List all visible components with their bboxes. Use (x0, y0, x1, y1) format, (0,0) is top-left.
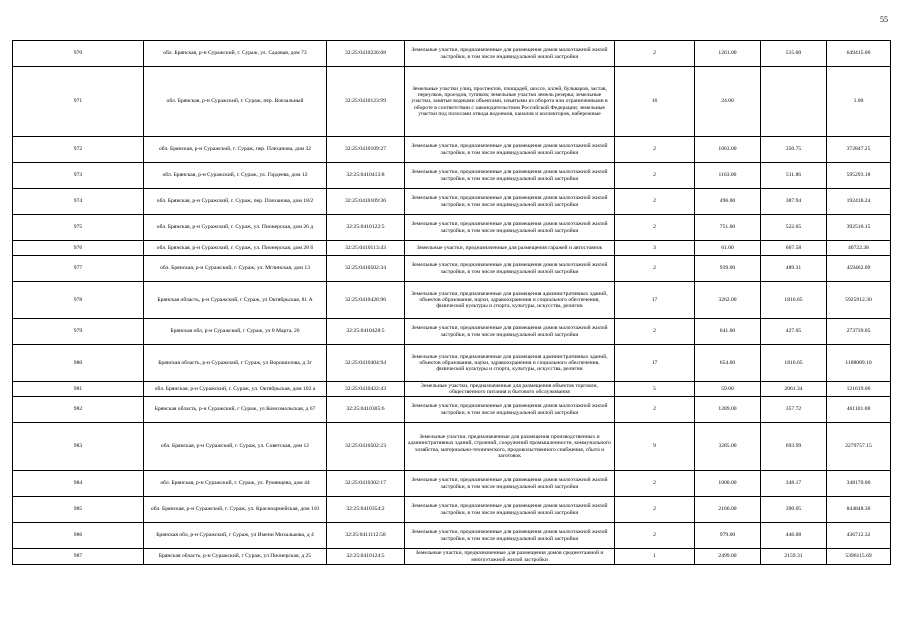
specific-value-cell: 387.94 (761, 189, 827, 215)
specific-value-cell: 511.86 (761, 163, 827, 189)
use-group-cell: 9 (615, 423, 695, 471)
cadastral-number-cell: 32:25:0410124:5 (327, 549, 405, 565)
table-row (13, 189, 891, 215)
cadastral-number-cell: 32:25:0410226:68 (327, 41, 405, 67)
area-cell: 1063.00 (695, 137, 761, 163)
use-group-cell: 2 (615, 137, 695, 163)
row-number: 980 (13, 345, 144, 382)
specific-value-cell: 427.05 (761, 319, 827, 345)
use-group-cell: 2 (615, 189, 695, 215)
area-cell: 2499.00 (695, 549, 761, 565)
cadastral-value-cell: 844848.30 (827, 497, 891, 523)
use-group-cell: 2 (615, 41, 695, 67)
land-use-cell: Земельные участки, предназначенные для размещения домов малоэтажной жилой застройки, в том числе индивидуальной жилой застройки (405, 256, 615, 282)
table-row (13, 41, 891, 67)
use-group-cell: 2 (615, 497, 695, 523)
row-number: 987 (13, 549, 144, 565)
cadastral-value-cell: 40722.38 (827, 241, 891, 256)
row-number: 972 (13, 137, 144, 163)
land-use-cell: Земельные участки, предназначенные для размещения административных зданий, объектов образования, науки, здравоохранения и социального обеспечения, физической культуры и спорта, культуры, искусства, религии (405, 282, 615, 319)
row-number: 983 (13, 423, 144, 471)
address-cell: обл. Брянская, р-н Суражский, г. Сураж, ул. Садовая, дом 73 (144, 41, 327, 67)
page-number: 55 (880, 15, 888, 24)
land-plots-table (12, 40, 891, 565)
land-use-cell: Земельные участки, предназначенные для размещения домов малоэтажной жилой застройки, в том числе индивидуальной жилой застройки (405, 523, 615, 549)
table-row (13, 215, 891, 241)
address-cell: обл. Брянская, р-н Суражский, г. Сураж, ул. Мглинская, дом 13 (144, 256, 327, 282)
cadastral-value-cell: 348170.00 (827, 471, 891, 497)
use-group-cell: 2 (615, 523, 695, 549)
use-group-cell: 2 (615, 163, 695, 189)
specific-value-cell: 348.17 (761, 471, 827, 497)
specific-value-cell: 390.05 (761, 497, 827, 523)
cadastral-number-cell: 32:25:0410113:43 (327, 241, 405, 256)
land-use-cell: Земельные участки, предназначенные для размещения домов среднеэтажной и многоэтажной жилой застройки (405, 549, 615, 565)
specific-value-cell: 350.75 (761, 137, 827, 163)
area-cell: 751.00 (695, 215, 761, 241)
row-number: 985 (13, 497, 144, 523)
cadastral-value-cell: 192418.24 (827, 189, 891, 215)
use-group-cell: 2 (615, 397, 695, 423)
cadastral-value-cell: 372847.25 (827, 137, 891, 163)
land-use-cell: Земельные участки улиц, проспектов, площадей, шоссе, аллей, бульваров, застав, переулков, проездов, тупиков; земельные участки земель резерва; земельные участки, занятые водными объектами, изъятыми из оборота или ограниченными в обороте в соответствии с законодательством Российской Федерации; земельные участки под полосами отвода водоемов, каналов и коллекторов, набережные (405, 67, 615, 137)
row-number: 973 (13, 163, 144, 189)
table-row (13, 319, 891, 345)
cadastral-value-cell: 121619.06 (827, 382, 891, 397)
row-number: 977 (13, 256, 144, 282)
table-row (13, 163, 891, 189)
table-row (13, 345, 891, 382)
table-row (13, 137, 891, 163)
area-cell: 1261.00 (695, 41, 761, 67)
land-use-cell: Земельные участки, предназначенные для размещения домов малоэтажной жилой застройки, в том числе индивидуальной жилой застройки (405, 189, 615, 215)
use-group-cell: 3 (615, 241, 695, 256)
row-number: 981 (13, 382, 144, 397)
cadastral-number-cell: 32:25:0410428:5 (327, 319, 405, 345)
area-cell: 3262.00 (695, 282, 761, 319)
specific-value-cell: 667.58 (761, 241, 827, 256)
address-cell: обл. Брянская, р-н Суражский, г. Сураж, ул. Пионерская, дом 28 б (144, 241, 327, 256)
area-cell: 1163.00 (695, 163, 761, 189)
table-row (13, 471, 891, 497)
address-cell: Брянская область, р-н Суражский, г Сураж, ул Октябрьская, 81 А (144, 282, 327, 319)
address-cell: Брянская область, р-н Суражский, г Сураж, ул Ворошилова, д 3г (144, 345, 327, 382)
address-cell: Брянская область, р-н Суражский, г Сураж, ул Пионерская, д 25 (144, 549, 327, 565)
area-cell: 61.00 (695, 241, 761, 256)
table-row (13, 382, 891, 397)
area-cell: 496.00 (695, 189, 761, 215)
land-use-cell: Земельные участки, предназначенные для размещения административных зданий, объектов образования, науки, здравоохранения и социального обеспечения, физической культуры и спорта, культуры, искусства, религии (405, 345, 615, 382)
row-number: 984 (13, 471, 144, 497)
area-cell: 1000.00 (695, 471, 761, 497)
land-use-cell: Земельные участки, предназначенные для размещения домов малоэтажной жилой застройки, в том числе индивидуальной жилой застройки (405, 215, 615, 241)
cadastral-value-cell: 5925912.30 (827, 282, 891, 319)
use-group-cell: 5 (615, 382, 695, 397)
specific-value-cell: 522.65 (761, 215, 827, 241)
cadastral-number-cell: 32:25:0410354:2 (327, 497, 405, 523)
land-use-cell: Земельные участки, предназначенные для размещения домов малоэтажной жилой застройки, в том числе индивидуальной жилой застройки (405, 41, 615, 67)
cadastral-number-cell: 32:25:0410109:27 (327, 137, 405, 163)
address-cell: обл. Брянская, р-н Суражский, г. Сураж, пер. Плеханова, дом 18/2 (144, 189, 327, 215)
cadastral-value-cell: 461101.08 (827, 397, 891, 423)
cadastral-value-cell: 595293.18 (827, 163, 891, 189)
area-cell: 3285.00 (695, 423, 761, 471)
land-use-cell: Земельные участки, предназначенные для размещения домов малоэтажной жилой застройки, в том числе индивидуальной жилой застройки (405, 137, 615, 163)
row-number: 970 (13, 41, 144, 67)
land-use-cell: Земельные участки, предназначенные для размещения производственных и административных зданий, строений, сооружений промышленности, коммунального хозяйства, материально-технического, продовольственного снабжения, сбыта и заготовок (405, 423, 615, 471)
cadastral-number-cell: 32:25:0410422:43 (327, 382, 405, 397)
address-cell: обл. Брянская, р-н Суражский, г. Сураж, ул. Пионерская, дом 26 д (144, 215, 327, 241)
address-cell: Брянская область, р-н Суражский, г Сураж, ул Комсомольская, д 67 (144, 397, 327, 423)
row-number: 975 (13, 215, 144, 241)
cadastral-value-cell: 1.00 (827, 67, 891, 137)
table-row (13, 397, 891, 423)
address-cell: обл. Брянская, р-н Суражский, г. Сураж, ул. Советская, дом 12 (144, 423, 327, 471)
specific-value-cell: 515.00 (761, 41, 827, 67)
table-row (13, 523, 891, 549)
area-cell: 641.00 (695, 319, 761, 345)
specific-value-cell: 1816.65 (761, 282, 827, 319)
table-row (13, 497, 891, 523)
cadastral-number-cell: 32:25:0410426:96 (327, 282, 405, 319)
address-cell: обл. Брянская, р-н Суражский, г. Сураж, ул. Румянцева, дом 44 (144, 471, 327, 497)
specific-value-cell: 2159.31 (761, 549, 827, 565)
land-use-cell: Земельные участки, предназначенные для размещения домов малоэтажной жилой застройки, в том числе индивидуальной жилой застройки (405, 497, 615, 523)
table-body (13, 41, 891, 565)
row-number: 979 (13, 319, 144, 345)
cadastral-value-cell: 436712.32 (827, 523, 891, 549)
use-group-cell: 2 (615, 256, 695, 282)
area-cell: 939.00 (695, 256, 761, 282)
cadastral-value-cell: 1188089.10 (827, 345, 891, 382)
land-use-cell: Земельные участки, предназначенные для размещения гаражей и автостоянок (405, 241, 615, 256)
address-cell: обл. Брянская, р-н Суражский, г. Сураж, ул. Октябрьская, дом 102 а (144, 382, 327, 397)
cadastral-number-cell: 32:25:0410404:94 (327, 345, 405, 382)
row-number: 974 (13, 189, 144, 215)
cadastral-number-cell: 32:25:0410502:23 (327, 423, 405, 471)
row-number: 978 (13, 282, 144, 319)
specific-value-cell: 2061.34 (761, 382, 827, 397)
cadastral-number-cell: 32:25:0411112:58 (327, 523, 405, 549)
use-group-cell: 2 (615, 471, 695, 497)
table-row (13, 423, 891, 471)
area-cell: 1289.00 (695, 397, 761, 423)
cadastral-number-cell: 32:25:0410109:36 (327, 189, 405, 215)
area-cell: 979.00 (695, 523, 761, 549)
cadastral-number-cell: 32:25:0410302:17 (327, 471, 405, 497)
table-row (13, 549, 891, 565)
specific-value-cell: 693.99 (761, 423, 827, 471)
cadastral-number-cell: 32:25:0410502:34 (327, 256, 405, 282)
land-use-cell: Земельные участки, предназначенные для размещения объектов торговли, общественного питания и бытового обслуживания (405, 382, 615, 397)
cadastral-value-cell: 459462.09 (827, 256, 891, 282)
cadastral-number-cell: 32:25:0410305:6 (327, 397, 405, 423)
use-group-cell: 2 (615, 319, 695, 345)
land-use-cell: Земельные участки, предназначенные для размещения домов малоэтажной жилой застройки, в том числе индивидуальной жилой застройки (405, 319, 615, 345)
address-cell: обл. Брянская, р-н Суражский, г. Сураж, пер. Плеханова, дом 32 (144, 137, 327, 163)
table-row (13, 256, 891, 282)
cadastral-number-cell: 32:25:0410123:99 (327, 67, 405, 137)
land-use-cell: Земельные участки, предназначенные для размещения домов малоэтажной жилой застройки, в том числе индивидуальной жилой застройки (405, 471, 615, 497)
row-number: 982 (13, 397, 144, 423)
use-group-cell: 16 (615, 67, 695, 137)
cadastral-number-cell: 32:25:0410122:5 (327, 215, 405, 241)
address-cell: Брянская обл, р-н Суражский, г Сураж, ул 8 Марта, 26 (144, 319, 327, 345)
cadastral-value-cell: 5396115.69 (827, 549, 891, 565)
address-cell: Брянская обл, р-н Суражский, г Сураж, ул Имени Михалькова, д 4 (144, 523, 327, 549)
use-group-cell: 17 (615, 282, 695, 319)
cadastral-value-cell: 273739.05 (827, 319, 891, 345)
table-row (13, 282, 891, 319)
table-row (13, 67, 891, 137)
cadastral-value-cell: 2279757.15 (827, 423, 891, 471)
use-group-cell: 17 (615, 345, 695, 382)
address-cell: обл. Брянская, р-н Суражский, г. Сураж, ул. Красноармейская, дом 110 (144, 497, 327, 523)
address-cell: обл. Брянская, р-н Суражский, г. Сураж, пер. Вокзальный (144, 67, 327, 137)
land-use-cell: Земельные участки, предназначенные для размещения домов малоэтажной жилой застройки, в том числе индивидуальной жилой застройки (405, 163, 615, 189)
row-number: 971 (13, 67, 144, 137)
cadastral-value-cell: 392510.15 (827, 215, 891, 241)
use-group-cell: 1 (615, 549, 695, 565)
specific-value-cell: 1816.65 (761, 345, 827, 382)
row-number: 976 (13, 241, 144, 256)
specific-value-cell: 357.72 (761, 397, 827, 423)
specific-value-cell: 489.31 (761, 256, 827, 282)
area-cell: 2166.00 (695, 497, 761, 523)
address-cell: обл. Брянская, р-н Суражский, г. Сураж, ул. Гордеева, дом 12 (144, 163, 327, 189)
cadastral-value-cell: 649415.00 (827, 41, 891, 67)
area-cell: 24.00 (695, 67, 761, 137)
area-cell: 654.00 (695, 345, 761, 382)
row-number: 986 (13, 523, 144, 549)
specific-value-cell: 446.08 (761, 523, 827, 549)
use-group-cell: 2 (615, 215, 695, 241)
cadastral-number-cell: 32:25:0410413:8 (327, 163, 405, 189)
specific-value-cell (761, 67, 827, 137)
table-row (13, 241, 891, 256)
area-cell: 59.00 (695, 382, 761, 397)
land-use-cell: Земельные участки, предназначенные для размещения домов малоэтажной жилой застройки, в том числе индивидуальной жилой застройки (405, 397, 615, 423)
